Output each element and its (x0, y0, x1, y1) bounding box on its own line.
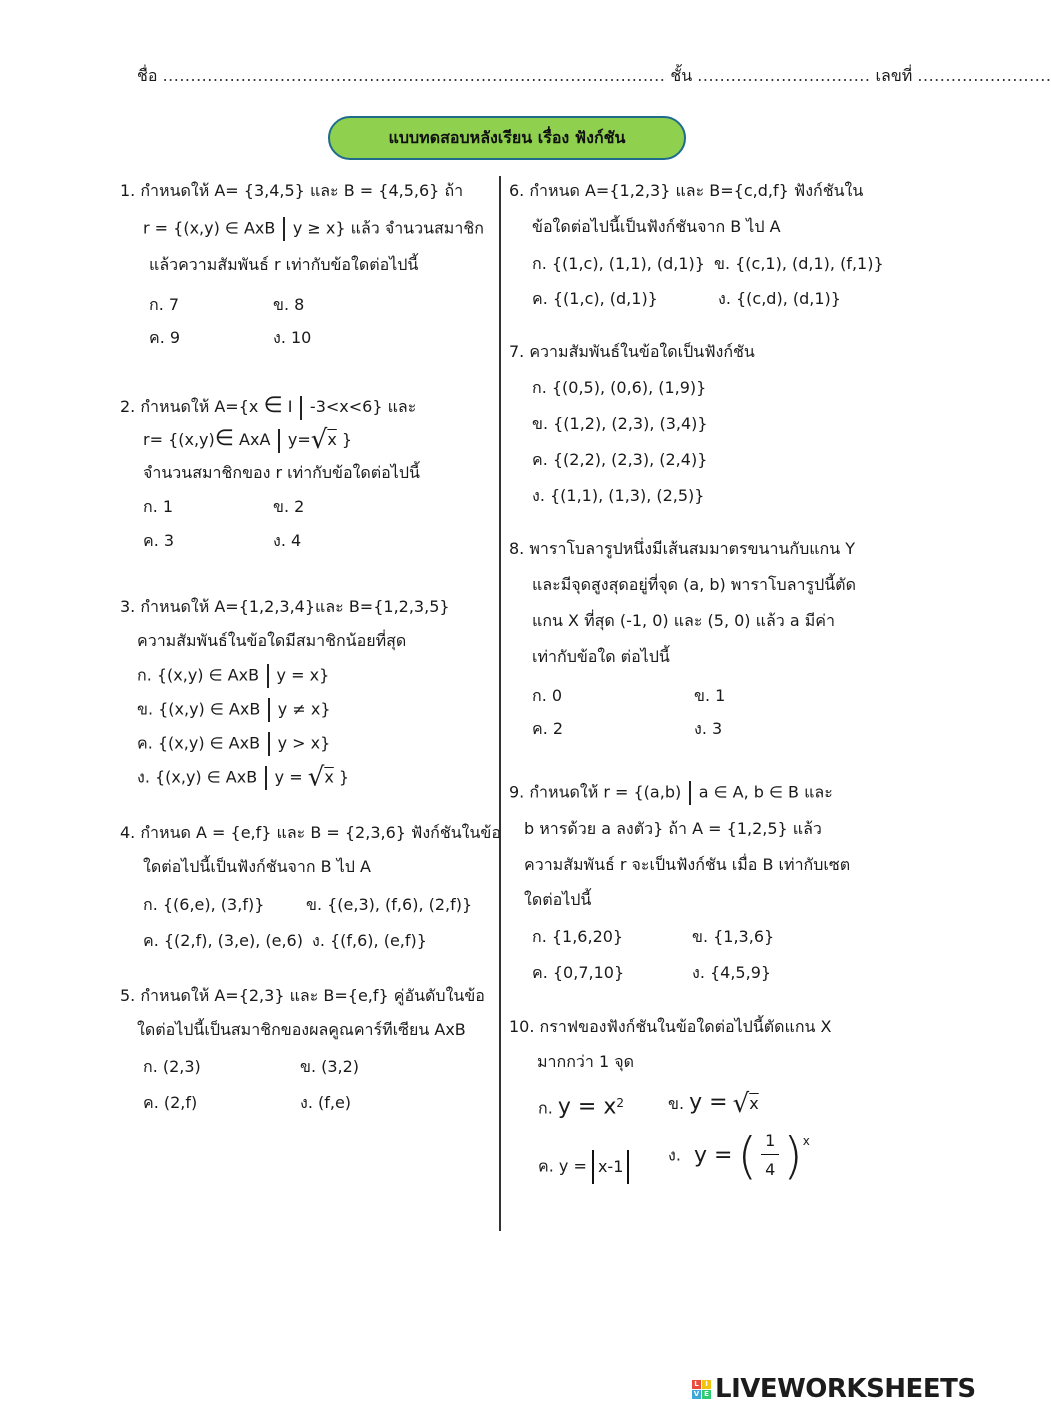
such-that-bar (268, 732, 270, 756)
class-blank[interactable]: ............................... (697, 66, 871, 85)
q1-line2-a: r = {(x,y) ∈ AxB (143, 218, 276, 238)
q10-choice-c[interactable] (538, 1150, 629, 1184)
q10-choice-a[interactable] (538, 1092, 624, 1119)
number-label: เลขที่ (875, 66, 913, 85)
q4-choice-c[interactable]: ค. {(2,f), (3,e), (e,6) (143, 931, 303, 950)
q6-choice-b[interactable]: ข. {(c,1), (d,1), (f,1)} (714, 254, 884, 273)
q2-line1 (120, 395, 416, 420)
q3-choice-d[interactable] (137, 762, 350, 793)
q3-choice-b[interactable] (137, 698, 331, 722)
q9-choice-a[interactable]: ก. {1,6,20} (532, 927, 624, 946)
q10-choice-b-expr: y = (689, 1090, 728, 1115)
q3-choice-b-set: ข. {(x,y) ∈ AxB (137, 699, 261, 719)
sqrt-symbol: √ (732, 1089, 750, 1119)
q7-choice-b[interactable]: ข. {(1,2), (2,3), (3,4)} (532, 414, 708, 433)
q1-choice-c[interactable]: ค. 9 (149, 328, 181, 347)
q2-choice-c[interactable]: ค. 3 (143, 531, 175, 550)
q3-choice-c[interactable] (137, 732, 330, 756)
q7-line1: 7. ความสัมพันธ์ในข้อใดเป็นฟังก์ชัน (509, 342, 755, 361)
q8-line3: แกน X ที่สุด (-1, 0) และ (5, 0) แล้ว a มีค่า (532, 611, 835, 630)
q3-choice-b-cond: y ≠ x} (277, 699, 331, 719)
q4-line2: ใดต่อไปนี้เป็นฟังก์ชันจาก B ไป A (143, 857, 371, 876)
logo-block: L (692, 1380, 701, 1389)
q4-choice-d[interactable]: ง. {(f,6), (e,f)} (312, 931, 427, 950)
q9-line1-a: 9. กำหนดให้ r = {(a,b) (509, 782, 682, 802)
numerator: 1 (761, 1130, 779, 1155)
q6-choice-a[interactable]: ก. {(1,c), (1,1), (d,1)} (532, 254, 705, 273)
q1-choice-a[interactable]: ก. 7 (149, 295, 180, 314)
q10-choice-b[interactable] (668, 1089, 759, 1119)
q3-choice-c-cond: y > x} (277, 733, 331, 753)
logo-block: I (702, 1380, 711, 1389)
q2-line1-d: -3<x<6} และ (309, 397, 417, 416)
q10-choice-c-label: ค. (538, 1156, 554, 1176)
q4-line1: 4. กำหนด A = {e,f} และ B = {2,3,6} ฟังก์ชันในข้อ (120, 823, 501, 842)
fraction-expression (737, 1126, 810, 1185)
sqrt-radicand: x (324, 767, 334, 787)
q2-choice-a[interactable]: ก. 1 (143, 497, 174, 516)
logo-blocks (692, 1380, 711, 1399)
left-paren: ( (737, 1126, 758, 1185)
column-divider (499, 176, 501, 1231)
q3-choice-a-set: ก. {(x,y) ∈ AxB (137, 665, 260, 685)
q3-choice-a-cond: y = x} (276, 665, 330, 685)
q8-line2: และมีจุดสูงสุดอยู่ที่จุด (a, b) พาราโบลารูปนี้ตัด (532, 575, 856, 594)
liveworksheets-logo (692, 1374, 976, 1404)
q3-line1: 3. กำหนดให้ A={1,2,3,4}และ B={1,2,3,5} (120, 597, 450, 616)
q2-line1-a: 2. กำหนดให้ A={x (120, 397, 259, 416)
sqrt-symbol: √ (310, 425, 328, 455)
element-of-symbol: ∈ (214, 426, 234, 451)
q2-set-I: I (287, 397, 293, 416)
q9-choice-c[interactable]: ค. {0,7,10} (532, 963, 625, 982)
q10-choice-b-label: ข. (668, 1094, 685, 1113)
q6-line1: 6. กำหนด A={1,2,3} และ B={c,d,f} ฟังก์ชันใน (509, 181, 864, 200)
q10-choice-a-label: ก. (538, 1098, 553, 1118)
q9-line2: b หารด้วย a ลงตัว} ถ้า A = {1,2,5} แล้ว (524, 819, 822, 838)
q3-choice-c-set: ค. {(x,y) ∈ AxB (137, 733, 261, 753)
logo-block: V (693, 1389, 700, 1398)
such-that-bar (268, 698, 270, 722)
q1-line2-b: y ≥ x} แล้ว จำนวนสมาชิก (292, 218, 484, 238)
page-title: แบบทดสอบหลังเรียน เรื่อง ฟังก์ชัน (328, 116, 686, 160)
q3-choice-d-cond: y = (274, 767, 303, 787)
right-paren: ) (783, 1126, 803, 1185)
q3-line2: ความสัมพันธ์ในข้อใดมีสมาชิกน้อยที่สุด (137, 631, 407, 650)
q5-choice-a[interactable]: ก. (2,3) (143, 1057, 201, 1076)
q2-line2-c: AxA (239, 430, 271, 449)
sqrt-symbol: √ (307, 762, 325, 793)
q10-choice-d-expr: y = (694, 1142, 733, 1168)
student-info-line (137, 64, 1051, 89)
q9-choice-b[interactable]: ข. {1,3,6} (692, 927, 775, 946)
q9-line3: ความสัมพันธ์ r จะเป็นฟังก์ชัน เมื่อ B เท่ากับเซต (524, 855, 851, 874)
q8-choice-c[interactable]: ค. 2 (532, 719, 564, 738)
q1-choice-b[interactable]: ข. 8 (273, 295, 305, 314)
q3-choice-a[interactable] (137, 664, 329, 688)
logo-block: E (702, 1390, 711, 1399)
name-blank[interactable]: .......................................................................................... (162, 66, 666, 85)
q10-choice-d[interactable] (668, 1126, 810, 1185)
q10-choice-a-exponent: 2 (616, 1096, 624, 1110)
q1-line1: 1. กำหนดให้ A= {3,4,5} และ B = {4,5,6} ถ้า (120, 181, 464, 200)
q6-line2: ข้อใดต่อไปนี้เป็นฟังก์ชันจาก B ไป A (532, 217, 781, 236)
q7-choice-a[interactable]: ก. {(0,5), (0,6), (1,9)} (532, 378, 707, 397)
such-that-bar (278, 429, 280, 453)
q8-choice-a[interactable]: ก. 0 (532, 686, 563, 705)
fraction (761, 1130, 779, 1181)
q5-choice-c[interactable]: ค. (2,f) (143, 1093, 198, 1112)
q2-line2 (143, 425, 353, 455)
q10-line1: 10. กราฟของฟังก์ชันในข้อใดต่อไปนี้ตัดแกน X (509, 1017, 832, 1036)
q8-choice-b[interactable]: ข. 1 (694, 686, 726, 705)
q2-line2-a: r= {(x,y) (143, 430, 215, 449)
q5-choice-d[interactable]: ง. (f,e) (300, 1093, 352, 1112)
q5-choice-b[interactable]: ข. (3,2) (300, 1057, 360, 1076)
q1-line3: แล้วความสัมพันธ์ r เท่ากับข้อใดต่อไปนี้ (149, 255, 419, 274)
q6-choice-d[interactable]: ง. {(c,d), (d,1)} (718, 289, 841, 308)
q10-choice-c-expr: y = (558, 1156, 587, 1176)
q7-choice-c[interactable]: ค. {(2,2), (2,3), (2,4)} (532, 450, 708, 469)
q2-line2-d: y= (287, 430, 311, 449)
q9-choice-d[interactable]: ง. {4,5,9} (692, 963, 772, 982)
logo-text: LIVEWORKSHEETS (715, 1374, 976, 1404)
such-that-bar (267, 664, 269, 688)
q9-line1-b: a ∈ A, b ∈ B และ (698, 782, 833, 802)
q2-choice-d[interactable]: ง. 4 (273, 531, 302, 550)
q2-line3: จำนวนสมาชิกของ r เท่ากับข้อใดต่อไปนี้ (143, 463, 420, 482)
q4-choice-a[interactable]: ก. {(6,e), (3,f)} (143, 895, 265, 914)
q2-choice-b[interactable]: ข. 2 (273, 497, 305, 516)
element-of-symbol: ∈ (263, 393, 283, 418)
q10-choice-a-expr: y = x (557, 1094, 617, 1120)
q8-line1: 8. พาราโบลารูปหนึ่งมีเส้นสมมาตรขนานกับแกน Y (509, 539, 856, 558)
q10-choice-d-exponent: x (802, 1134, 810, 1148)
q8-choice-d[interactable]: ง. 3 (694, 719, 723, 738)
q9-line1 (509, 781, 833, 805)
denominator: 4 (765, 1160, 776, 1179)
q2-line2-e: } (341, 430, 353, 449)
q3-choice-d-close: } (338, 767, 350, 787)
name-label: ชื่อ (137, 66, 158, 85)
absolute-value: x-1 (592, 1150, 629, 1184)
such-that-bar (300, 396, 302, 420)
sqrt-radicand: x (749, 1094, 759, 1113)
q1-choice-d[interactable]: ง. 10 (273, 328, 312, 347)
q5-line1: 5. กำหนดให้ A={2,3} และ B={e,f} คู่อันดับในข้อ (120, 986, 485, 1005)
q1-line2 (143, 217, 484, 241)
q5-line2: ใดต่อไปนี้เป็นสมาชิกของผลคูณคาร์ทีเซียน AxB (137, 1020, 466, 1039)
class-label: ชั้น (670, 66, 693, 85)
such-that-bar (265, 766, 267, 790)
q3-choice-d-set: ง. {(x,y) ∈ AxB (137, 767, 258, 787)
q7-choice-d[interactable]: ง. {(1,1), (1,3), (2,5)} (532, 486, 705, 505)
q8-line4: เท่ากับข้อใด ต่อไปนี้ (532, 647, 670, 666)
such-that-bar (283, 217, 285, 241)
such-that-bar (689, 781, 691, 805)
q10-line2: มากกว่า 1 จุด (537, 1052, 634, 1071)
sqrt-radicand: x (327, 430, 337, 449)
q4-choice-b[interactable]: ข. {(e,3), (f,6), (2,f)} (306, 895, 473, 914)
q10-choice-d-label: ง. (668, 1145, 681, 1165)
q6-choice-c[interactable]: ค. {(1,c), (d,1)} (532, 289, 658, 308)
number-blank[interactable]: ........................ (917, 66, 1051, 85)
q9-line4: ใดต่อไปนี้ (524, 890, 592, 909)
